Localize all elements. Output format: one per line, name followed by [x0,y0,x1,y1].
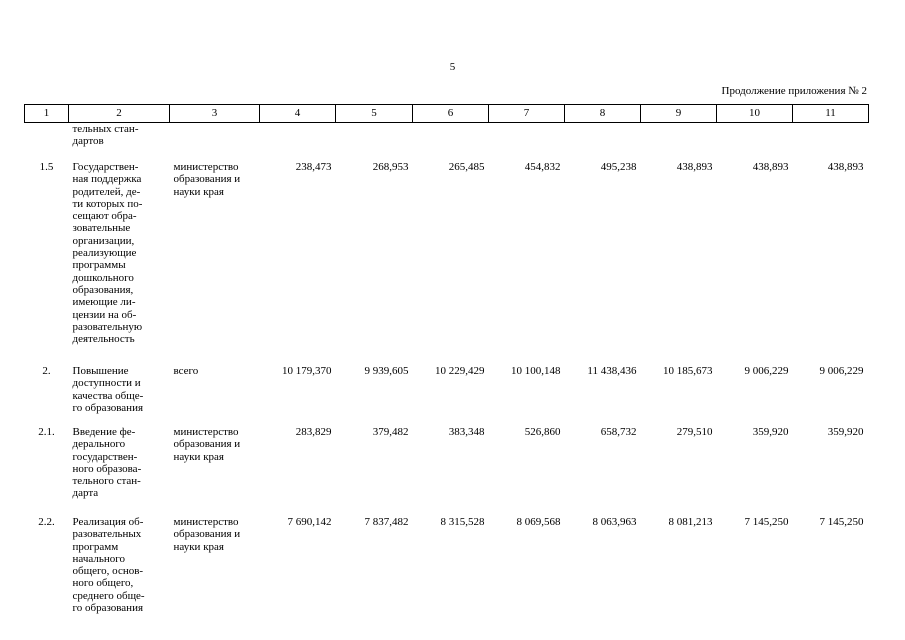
value-cell: 7 145,250 [819,516,864,528]
header-cell: 7 [489,105,565,123]
header-cell: 11 [793,105,869,123]
header-cell: 10 [717,105,793,123]
value-cell: 7 690,142 [287,516,332,528]
table-row [25,157,869,361]
value-cell: 10 179,370 [282,365,332,377]
value-cell: 438,893 [676,161,713,173]
header-cell: 4 [260,105,336,123]
value-cell: 438,893 [752,161,789,173]
value-cell: 7 145,250 [744,516,789,528]
value-cell: 10 100,148 [511,365,561,377]
table-row [25,123,869,158]
row-executor: всего [173,365,199,377]
value-cell [260,123,336,158]
value-cell: 10 185,673 [663,365,713,377]
value-cell: 495,238 [600,161,637,173]
header-cell: 8 [565,105,641,123]
row-number: 2.2. [38,516,55,528]
row-name: Государствен- ная поддержка родителей, де- ти которых по- сещают обра- зовательные организации, реализующие программы дошкольного образования, имеющие ли- цензии на об- разовательную деятельность [72,161,143,346]
value-cell: 359,920 [827,426,864,438]
header-cell: 5 [336,105,413,123]
row-name: Повышение доступности и качества обще- го образования [72,365,144,414]
header-cell: 6 [413,105,489,123]
value-cell: 658,732 [600,426,637,438]
value-cell: 10 229,429 [435,365,485,377]
value-cell: 379,482 [372,426,409,438]
value-cell: 8 063,963 [592,516,637,528]
value-cell [793,123,869,158]
row-name: тельных стан- дартов [72,123,139,148]
value-cell [489,123,565,158]
value-cell: 8 081,213 [668,516,713,528]
value-cell [336,123,413,158]
value-cell [717,123,793,158]
table-row [25,421,869,510]
header-cell: 9 [641,105,717,123]
table-row [25,510,869,614]
header-cell: 3 [170,105,260,123]
header-cell: 1 [25,105,69,123]
row-executor: министерство образования и науки края [173,426,241,463]
row-number: 2.1. [38,426,55,438]
header-cell: 2 [69,105,170,123]
value-cell: 11 438,436 [587,365,637,377]
value-cell [413,123,489,158]
row-number [25,123,69,158]
value-cell: 454,832 [524,161,561,173]
value-cell: 9 006,229 [744,365,789,377]
value-cell [641,123,717,158]
row-executor: министерство образования и науки края [173,516,241,553]
value-cell: 279,510 [676,426,713,438]
row-executor: министерство образования и науки края [173,161,241,198]
value-cell: 8 069,568 [516,516,561,528]
value-cell: 9 939,605 [364,365,409,377]
value-cell: 268,953 [372,161,409,173]
table-row [25,361,869,421]
row-name: Введение фе- дерального государствен- ного образова- тельного стан- дарта [72,426,142,500]
value-cell: 526,860 [524,426,561,438]
value-cell: 238,473 [295,161,332,173]
value-cell: 265,485 [448,161,485,173]
value-cell: 7 837,482 [364,516,409,528]
header-row [25,105,869,123]
appendix-table [24,104,869,614]
row-number: 1.5 [39,161,54,173]
value-cell: 9 006,229 [819,365,864,377]
row-name: Реализация об- разовательных программ начального общего, основ- ного общего, среднего обще- го образования [72,516,145,615]
continuation-label: Продолжение приложения № 2 [721,85,867,97]
value-cell: 359,920 [752,426,789,438]
row-number: 2. [42,365,51,377]
page-number: 5 [449,61,456,73]
value-cell: 438,893 [827,161,864,173]
value-cell: 383,348 [448,426,485,438]
value-cell: 283,829 [295,426,332,438]
value-cell [565,123,641,158]
value-cell: 8 315,528 [440,516,485,528]
